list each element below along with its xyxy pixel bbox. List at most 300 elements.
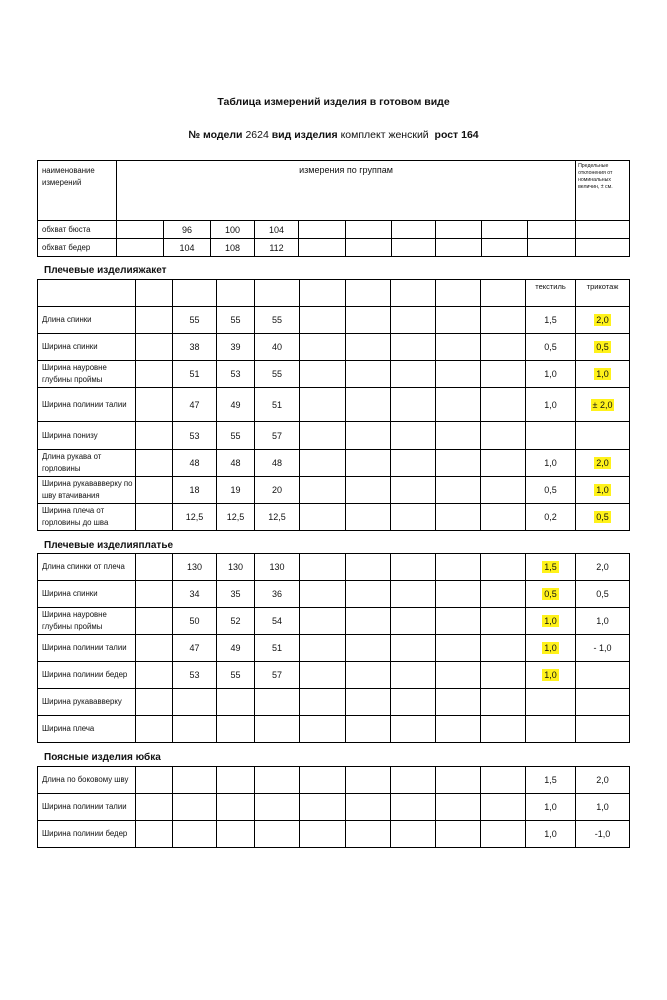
table-cell [300, 662, 346, 689]
table-cell [346, 794, 391, 821]
table-cell [576, 504, 630, 531]
table-cell [255, 334, 300, 361]
table-row [38, 716, 630, 743]
table-cell [576, 716, 630, 743]
table-cell [217, 388, 255, 422]
table-row [38, 239, 630, 257]
table-cell [346, 307, 391, 334]
table-cell [255, 554, 300, 581]
table-cell [528, 221, 576, 239]
table-row [38, 307, 630, 334]
table-cell [391, 581, 436, 608]
cell-value: 100 [224, 224, 241, 235]
table-cell [346, 635, 391, 662]
table-cell [346, 477, 391, 504]
table-cell [481, 581, 526, 608]
cell-value: 12,5 [226, 512, 245, 522]
table-cell [117, 239, 164, 257]
table-cell [300, 767, 346, 794]
table-cell [255, 821, 300, 848]
table-cell [576, 608, 630, 635]
table-cell [136, 581, 173, 608]
jacket-table [37, 279, 630, 531]
cell-value: 130 [227, 562, 244, 572]
table-cell [217, 794, 255, 821]
table-cell [255, 221, 299, 239]
table-cell [346, 662, 391, 689]
row-label: обхват бедер [38, 239, 117, 257]
table-cell [436, 608, 481, 635]
table-cell [136, 794, 173, 821]
table-cell [576, 477, 630, 504]
cell-value: 48 [230, 458, 241, 468]
table-cell [217, 554, 255, 581]
table-cell [136, 504, 173, 531]
table-cell [392, 239, 436, 257]
table-cell [391, 662, 436, 689]
table-cell [346, 221, 392, 239]
table-cell [346, 334, 391, 361]
table-cell [391, 554, 436, 581]
table-cell [136, 361, 173, 388]
section-jacket-title: Плечевые изделияжакет [44, 265, 167, 276]
table-cell [526, 477, 576, 504]
table-cell [300, 581, 346, 608]
table-cell [528, 239, 576, 257]
cell-value: 34 [189, 589, 200, 599]
model-line [0, 129, 667, 141]
table-cell [300, 554, 346, 581]
table-cell [173, 554, 217, 581]
table-row [38, 477, 630, 504]
table-cell [217, 581, 255, 608]
row-label: Ширина полинии талии [38, 388, 136, 422]
table-cell [481, 635, 526, 662]
table-cell [217, 307, 255, 334]
table-row [38, 608, 630, 635]
cell-value: 49 [230, 399, 241, 410]
row-label: Ширина плеча [38, 716, 136, 743]
table-cell [526, 794, 576, 821]
cell-value: 57 [271, 670, 282, 680]
section-dress-title: Плечевые изделияплатье [44, 540, 174, 551]
cell-value: 39 [230, 342, 241, 352]
dress-table [37, 553, 630, 743]
table-cell [255, 581, 300, 608]
cell-value: 2,0 [596, 315, 609, 325]
table-row [38, 821, 630, 848]
table-cell [526, 821, 576, 848]
table-cell [299, 239, 346, 257]
table-cell [391, 504, 436, 531]
table-cell [576, 635, 630, 662]
table-cell [481, 767, 526, 794]
document-title: Таблица измерений изделия в готовом виде [217, 96, 450, 108]
table-cell [526, 608, 576, 635]
cell-value: 48 [189, 458, 200, 468]
table-cell [300, 307, 346, 334]
table-cell [255, 794, 300, 821]
table-cell [255, 477, 300, 504]
table-cell [300, 821, 346, 848]
table-cell [391, 635, 436, 662]
table-cell [526, 662, 576, 689]
cell-value: 54 [271, 616, 282, 626]
table-cell [346, 361, 391, 388]
table-cell [217, 608, 255, 635]
table-cell [173, 450, 217, 477]
cell-value: 19 [230, 485, 241, 495]
height-label: рост 164 [434, 129, 479, 141]
table-cell [300, 334, 346, 361]
cell-value: 12,5 [268, 512, 286, 522]
table-cell [576, 422, 630, 450]
table-cell [391, 422, 436, 450]
row-label: Ширина полинии талии [38, 794, 136, 821]
table-cell [346, 504, 391, 531]
table-cell [136, 716, 173, 743]
row-label: Ширина полинии бедер [38, 821, 136, 848]
table-cell [217, 689, 255, 716]
table-cell [482, 239, 528, 257]
table-cell [173, 388, 217, 422]
table-cell [436, 334, 481, 361]
row-label: Длина по боковому шву [38, 767, 136, 794]
table-cell [481, 388, 526, 422]
cell-value: 51 [189, 369, 200, 379]
table-cell [576, 689, 630, 716]
cell-value: 2,0 [596, 775, 609, 785]
cell-value: 51 [271, 643, 282, 653]
cell-value: 130 [269, 562, 285, 572]
table-cell [436, 689, 481, 716]
cell-value: 1,5 [544, 315, 557, 325]
table-cell [255, 307, 300, 334]
cell-value: 47 [189, 399, 200, 410]
table-cell [255, 422, 300, 450]
cell-value: 1,5 [544, 562, 557, 572]
table-cell [526, 307, 576, 334]
table-cell [173, 794, 217, 821]
cell-value: 0,5 [596, 342, 609, 352]
table-cell [173, 767, 217, 794]
table-cell [436, 635, 481, 662]
row-label: Ширина плеча от горловины до шва [38, 504, 136, 531]
table-cell [481, 450, 526, 477]
table-cell [576, 221, 630, 239]
cell-value: 38 [189, 342, 200, 352]
table-cell [391, 794, 436, 821]
cell-value: 12,5 [185, 512, 204, 522]
table-cell [391, 334, 436, 361]
item-kind: комплект женский [340, 129, 429, 141]
table-cell [391, 450, 436, 477]
cell-value: 55 [271, 369, 282, 379]
table-cell [173, 689, 217, 716]
table-cell [436, 794, 481, 821]
table-cell [576, 767, 630, 794]
table-cell [576, 450, 630, 477]
table-cell [300, 477, 346, 504]
table-cell [576, 361, 630, 388]
table-cell [436, 662, 481, 689]
row-label: Ширина понизу [38, 422, 136, 450]
table-cell [346, 422, 391, 450]
table-cell [173, 608, 217, 635]
cell-value: 108 [224, 242, 241, 253]
table-cell [173, 504, 217, 531]
table-cell [346, 581, 391, 608]
cell-value: 53 [189, 430, 200, 441]
row-label: Ширина полинии талии [38, 635, 136, 662]
table-cell [255, 504, 300, 531]
table-row [38, 689, 630, 716]
table-cell [217, 767, 255, 794]
table-cell [481, 554, 526, 581]
table-cell [391, 361, 436, 388]
cell-value: 57 [271, 430, 282, 441]
table-cell [217, 422, 255, 450]
table-cell [173, 307, 217, 334]
table-cell [391, 477, 436, 504]
row-label: Длина рукава от горловины [38, 450, 136, 477]
row-label: Ширина науровне глубины проймы [38, 361, 136, 388]
cell-value: 51 [271, 399, 282, 410]
table-cell [255, 767, 300, 794]
table-cell [299, 221, 346, 239]
table-cell [436, 307, 481, 334]
table-cell [217, 716, 255, 743]
table-cell [526, 422, 576, 450]
table-cell [576, 581, 630, 608]
table-cell [173, 716, 217, 743]
section-skirt-title: Поясные изделия юбка [44, 752, 161, 763]
table-cell [164, 239, 211, 257]
item-kind-label: вид изделия [271, 129, 338, 141]
table-cell [526, 504, 576, 531]
table-cell [136, 307, 173, 334]
table-cell [346, 239, 392, 257]
cell-value: 35 [230, 589, 241, 599]
table-cell [217, 361, 255, 388]
table-cell [136, 662, 173, 689]
table-cell [391, 307, 436, 334]
table-cell [300, 716, 346, 743]
table-row [38, 581, 630, 608]
table-cell [136, 554, 173, 581]
table-cell [576, 334, 630, 361]
table-cell [482, 221, 528, 239]
cell-value: 40 [271, 342, 282, 352]
table-cell [436, 239, 482, 257]
table-cell [300, 422, 346, 450]
table-row [38, 767, 630, 794]
cell-value: 0,5 [544, 589, 557, 599]
model-number: 2624 [245, 129, 269, 141]
table-cell [300, 635, 346, 662]
table-cell [136, 334, 173, 361]
cell-value: 52 [230, 616, 241, 626]
table-cell [211, 221, 255, 239]
table-cell [481, 504, 526, 531]
table-cell [481, 307, 526, 334]
table-cell [436, 821, 481, 848]
table-cell [255, 608, 300, 635]
table-cell [300, 608, 346, 635]
table-cell [576, 821, 630, 848]
cell-value: 1,0 [596, 616, 609, 626]
row-label: Ширина полинии бедер [38, 662, 136, 689]
table-cell [436, 504, 481, 531]
table-cell [481, 334, 526, 361]
table-cell [300, 504, 346, 531]
table-cell [255, 239, 299, 257]
table-cell [300, 794, 346, 821]
table-cell [136, 821, 173, 848]
table-row [38, 635, 630, 662]
cell-value: 1,0 [596, 802, 609, 812]
table-cell [481, 422, 526, 450]
table-cell [136, 635, 173, 662]
table-cell [576, 554, 630, 581]
table-cell [217, 334, 255, 361]
table-row [38, 388, 630, 422]
table-cell [211, 239, 255, 257]
table-row [38, 361, 630, 388]
table-cell [217, 821, 255, 848]
table-cell [436, 767, 481, 794]
table-cell [255, 662, 300, 689]
table-cell [136, 767, 173, 794]
table-cell [255, 388, 300, 422]
table-cell [173, 581, 217, 608]
row-label: Ширина науровне глубины проймы [38, 608, 136, 635]
table-row [38, 504, 630, 531]
table-cell [173, 662, 217, 689]
table-cell [481, 662, 526, 689]
table-cell [526, 388, 576, 422]
row-label: Ширина рукававверку [38, 689, 136, 716]
row-label: обхват бюста [38, 221, 117, 239]
table-cell [346, 608, 391, 635]
model-prefix: № модели [188, 129, 243, 141]
table-row [38, 794, 630, 821]
table-cell [136, 450, 173, 477]
table-cell [136, 477, 173, 504]
row-label: Ширина спинки [38, 581, 136, 608]
table-cell [436, 388, 481, 422]
table-row [38, 221, 630, 239]
table-cell [576, 239, 630, 257]
table-cell [136, 388, 173, 422]
table-cell [300, 388, 346, 422]
table-cell [436, 477, 481, 504]
table-cell [436, 716, 481, 743]
cell-value: 53 [230, 369, 241, 379]
cell-value: 2,0 [596, 562, 609, 572]
cell-value: 96 [181, 224, 192, 235]
table-cell [526, 581, 576, 608]
col-name-header: наименование измерений [38, 161, 117, 221]
table-cell [576, 662, 630, 689]
cell-value: 104 [179, 242, 195, 253]
cell-value: 0,5 [544, 485, 557, 495]
table-cell [391, 689, 436, 716]
cell-value: 0,2 [544, 512, 557, 522]
table-cell [217, 477, 255, 504]
cell-value: 48 [271, 458, 282, 468]
table-cell [392, 221, 436, 239]
cell-value: 55 [230, 430, 241, 441]
table-cell [346, 689, 391, 716]
table-cell [526, 767, 576, 794]
table-cell [255, 635, 300, 662]
table-cell [346, 450, 391, 477]
table-cell [117, 221, 164, 239]
skirt-table [37, 766, 630, 848]
table-cell [346, 388, 391, 422]
table-cell [526, 635, 576, 662]
cell-value: 1,0 [596, 485, 609, 495]
col-groups-header: измерения по группам [117, 161, 576, 221]
table-cell [481, 821, 526, 848]
table-cell [481, 361, 526, 388]
table-cell [346, 554, 391, 581]
table-cell [173, 422, 217, 450]
table-cell [300, 689, 346, 716]
table-cell [526, 450, 576, 477]
table-cell [576, 307, 630, 334]
cell-value: 36 [271, 589, 282, 599]
table-row [38, 450, 630, 477]
cell-value: 49 [230, 643, 241, 653]
table-cell [173, 635, 217, 662]
table-cell [391, 821, 436, 848]
table-cell [481, 608, 526, 635]
table-cell [346, 716, 391, 743]
cell-value: 104 [268, 224, 285, 235]
table-cell [346, 821, 391, 848]
cell-value: 1,0 [544, 802, 557, 812]
table-cell [173, 477, 217, 504]
table-cell [481, 794, 526, 821]
cell-value: 0,5 [544, 342, 557, 352]
cell-value: 1,0 [544, 670, 557, 680]
table-cell [136, 689, 173, 716]
cell-value: 47 [189, 643, 200, 653]
table-cell [481, 689, 526, 716]
table-cell [346, 767, 391, 794]
row-label: Длина спинки [38, 307, 136, 334]
table-cell [526, 716, 576, 743]
cell-value: 50 [189, 616, 200, 626]
row-label: Ширина рукававверку по шву втачивания [38, 477, 136, 504]
cell-value: 18 [189, 485, 200, 495]
table-cell [436, 554, 481, 581]
table-cell [436, 361, 481, 388]
table-cell [391, 608, 436, 635]
table-cell [255, 689, 300, 716]
table-cell [217, 635, 255, 662]
cell-value: 0,5 [596, 589, 609, 599]
cell-value: -1,0 [594, 829, 611, 839]
table-cell [255, 716, 300, 743]
cell-value: 112 [269, 242, 284, 253]
table-cell [436, 221, 482, 239]
table-cell [217, 504, 255, 531]
col-tolerance-header: Предельные отклонения от номинальных величин, ± см. [576, 161, 630, 221]
cell-value: 55 [230, 315, 241, 325]
